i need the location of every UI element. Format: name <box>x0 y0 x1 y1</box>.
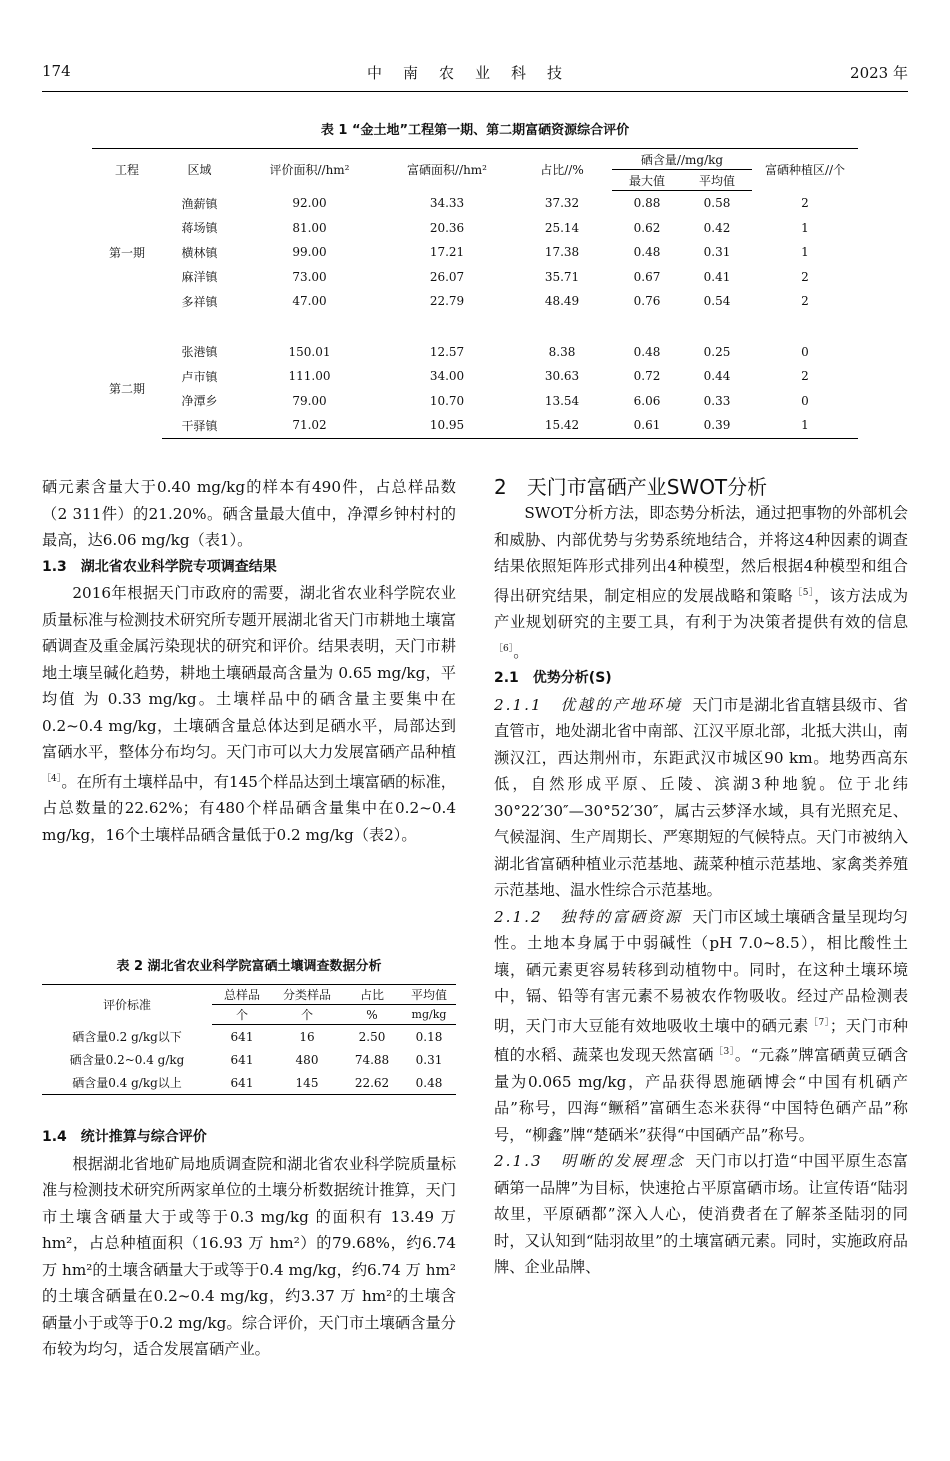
left-column-lower <box>42 1124 456 1363</box>
table-cell: 30.63 <box>544 369 580 384</box>
right-column <box>494 474 908 1281</box>
table-cell: 0.48 <box>402 1071 456 1095</box>
table-cell: 0.25 <box>703 344 731 359</box>
paragraph-1-4: 根据湖北省地矿局地质调查院和湖北省农业科学院质量标准与检测技术研究所两家单位的土壤分析数据统计推算，天门市土壤含硒量大于或等于0.3 mg/kg 的面积有 13.49 万 hm²，占总种植面积（16.93 万 hm²）的79.68%，约6.74 万 hm²的土壤含硒量大于或等于0.4 mg/kg，约6.74 万 hm²的土壤含硒量在0.2~0.4 mg/kg，约3.37 万 hm²的土壤含硒量小于或等于0.2 mg/kg。综合评价，天门市土壤硒含量分布较为均匀，适合发展富硒产业。 <box>42 1154 456 1358</box>
table1-header-se-content: 硒含量//mg/kg <box>612 149 752 170</box>
table-cell: 37.32 <box>544 196 580 210</box>
table-cell: 47.00 <box>292 294 327 309</box>
paragraph-2-1-2 <box>494 904 908 1149</box>
table-spacer-row <box>92 314 858 340</box>
table-cell: 0.62 <box>633 220 661 235</box>
publication-year: 2023 年 <box>850 64 908 82</box>
table-cell: 硒含量0.2~0.4 g/kg <box>69 1053 185 1067</box>
paragraph-intro: 硒元素含量大于0.40 mg/kg的样本有490件，占总样品数（2 311件）的21.20%。硒含量最大值中，净潭乡钟村村的最高，达6.06 mg/kg（表1）。 <box>42 478 456 549</box>
citation-6[interactable]: ［6］ <box>494 643 514 654</box>
table-cell: 10.70 <box>429 393 465 408</box>
table1-caption: 表 1 “金土地”工程第一期、第二期富硒资源综合评价 <box>320 123 630 138</box>
table-row <box>92 216 858 241</box>
table2-unit-ratio: % <box>342 1005 402 1025</box>
table-cell: 6.06 <box>633 393 661 408</box>
table1-header-ratio: 占比//% <box>512 149 612 191</box>
table-cell: 71.02 <box>237 413 382 438</box>
table-row <box>92 191 858 216</box>
table-cell: 20.36 <box>429 220 465 235</box>
table-row <box>42 1071 456 1095</box>
table-cell: 17.21 <box>429 245 465 260</box>
table2-header-ratio: 占比 <box>342 985 402 1005</box>
paragraph-1-3 <box>42 580 456 848</box>
table2-unit-avg: mg/kg <box>402 1005 456 1025</box>
paragraph-2-text: SWOT分析方法，即态势分析法，通过把事物的外部机会和威胁、内部优势与劣势系统地结合，并将这4种因素的调查结果依照矩阵形式排列出4种模型，然后根据4种模型和组合得出研究结果，制定相应的发展战略和策略 <box>494 504 908 605</box>
table-cell: 0.58 <box>703 196 731 211</box>
section-heading-2: 2 天门市富硒产业SWOT分析 <box>494 475 768 499</box>
table2-header-class: 分类样品 <box>272 985 342 1005</box>
subsection-heading-2-1-2: 2.1.2 独特的富硒资源 <box>494 907 683 926</box>
table-cell: 0.72 <box>633 369 661 384</box>
table-row <box>92 289 858 314</box>
table-cell: 2 <box>801 269 809 284</box>
table2-caption: 表 2 湖北省农业科学院富硒土壤调查数据分析 <box>116 959 382 974</box>
paragraph-2 <box>494 500 908 665</box>
subsection-heading-2-1-3: 2.1.3 明晰的发展理念 <box>494 1152 686 1171</box>
table-cell: 16 <box>299 1029 315 1044</box>
table1-header-project: 工程 <box>92 149 162 191</box>
table2-unit-total: 个 <box>212 1005 272 1025</box>
table-cell: 15.42 <box>512 413 612 438</box>
table-cell: 22.79 <box>429 294 465 309</box>
table-cell: 641 <box>230 1052 254 1067</box>
paragraph-2-1-3-text: 天门市以打造“中国平原生态富硒第一品牌”为目标，快速抢占平原富硒市场。让宣传语“陆羽故里，平原硒都”深入人心，使消费者在了解茶圣陆羽的同时，又认知到“陆羽故里”的土壤富硒元素。同时，实施政府品牌、企业品牌、 <box>494 1152 908 1277</box>
table2-header-standard: 评价标准 <box>42 985 212 1025</box>
table-cell: 35.71 <box>544 269 580 284</box>
table-cell: 0.61 <box>612 413 682 438</box>
table-cell: 34.33 <box>429 196 465 210</box>
table-cell: 73.00 <box>292 269 327 284</box>
table-cell: 81.00 <box>292 220 327 235</box>
table-cell: 17.38 <box>544 245 580 260</box>
table-cell: 0.41 <box>703 269 731 284</box>
table-cell: 卢市镇 <box>181 369 218 384</box>
table-cell: 0.54 <box>703 294 731 309</box>
table-cell: 麻洋镇 <box>181 270 218 285</box>
table1-header-zones: 富硒种植区//个 <box>752 149 858 191</box>
table-cell: 2 <box>801 294 809 309</box>
table-cell: 480 <box>295 1052 319 1067</box>
subsection-heading-2-1-1: 2.1.1 优越的产地环境 <box>494 695 683 714</box>
table-cell: 0.76 <box>633 294 661 309</box>
table2-header-total: 总样品 <box>212 985 272 1005</box>
table-cell: 12.57 <box>429 344 465 359</box>
table1-phase2-label: 第二期 <box>108 382 145 397</box>
table-cell: 48.49 <box>544 294 580 309</box>
running-header <box>42 62 908 84</box>
table2-unit-class: 个 <box>272 1005 342 1025</box>
table-cell: 横林镇 <box>181 245 218 260</box>
table-row <box>42 1048 456 1071</box>
table-cell: 0.88 <box>633 196 661 211</box>
table-cell: 34.00 <box>429 369 465 384</box>
paragraph-2-text-c: 。 <box>513 642 529 661</box>
table1 <box>92 148 858 439</box>
table-row <box>92 340 858 365</box>
table1-phase1-label: 第一期 <box>108 245 145 260</box>
page-number: 174 <box>42 62 71 80</box>
table-cell: 张港镇 <box>181 345 218 360</box>
table-cell: 0.31 <box>703 245 731 260</box>
table-cell: 79.00 <box>292 393 327 408</box>
table-cell: 2 <box>801 196 809 210</box>
table-cell: 0.39 <box>682 413 752 438</box>
table-cell: 0.18 <box>415 1029 443 1044</box>
left-column-upper <box>42 474 456 848</box>
table-cell: 0 <box>801 344 809 359</box>
table-cell: 8.38 <box>548 344 576 359</box>
table2-header-avg: 平均值 <box>402 985 456 1005</box>
table-cell: 111.00 <box>288 369 331 384</box>
table-cell: 0.42 <box>703 220 731 235</box>
journal-name: 中南农业科技 <box>366 64 583 82</box>
table1-header-se-area: 富硒面积//hm² <box>382 149 512 191</box>
table1-header-max: 最大值 <box>612 170 682 191</box>
paragraph-1-3-text: 2016年根据天门市政府的需要，湖北省农业科学院农业质量标准与检测技术研究所专题开展湖北省天门市耕地土壤富硒调查及重金属污染现状的研究和评价。结果表明，天门市耕地土壤呈碱化趋势，耕地土壤硒最高含量为 0.65 mg/kg，平均值 为 0.33 mg/kg。土壤样品中的硒含量主要集中在0.2~0.4 mg/kg，土壤硒含量总体达到足硒水平，局部达到富硒水平，整体分布均匀。天门市可以大力发展富硒产品种植 <box>42 584 456 761</box>
table-cell: 硒含量0.2 g/kg以下 <box>72 1029 182 1044</box>
table-cell: 92.00 <box>292 196 327 210</box>
table-cell: 2.50 <box>358 1029 386 1044</box>
table-cell: 硒含量0.4 g/kg以上 <box>42 1071 212 1095</box>
paragraph-2-1-2-text-b: ；天门市种植的水稻、蔬菜也发现天然富硒 <box>494 1016 908 1065</box>
table-cell: 0 <box>801 393 809 408</box>
table-cell: 13.54 <box>544 393 580 408</box>
section-heading-1-4: 1.4 统计推算与综合评价 <box>42 1129 207 1145</box>
paragraph-2-1-1 <box>494 692 908 904</box>
table-cell: 99.00 <box>292 245 327 260</box>
paragraph-2-1-2-text: 天门市区域土壤硒含量呈现均匀性。土地本身属于中弱碱性（pH 7.0~8.5），相比酸性土壤，硒元素更容易转移到动植物中。同时，在这种土壤环境中，镉、铅等有害元素不易被农作物吸收。经过产品检测表明，天门市大豆能有效地吸收土壤中的硒元素 <box>494 907 908 1035</box>
table-row <box>42 1025 456 1049</box>
citation-4[interactable]: ［4］ <box>42 773 62 784</box>
table-cell: 22.62 <box>342 1071 402 1095</box>
table-row <box>92 265 858 290</box>
paragraph-2-1-3 <box>494 1148 908 1281</box>
section-heading-1-3: 1.3 湖北省农业科学院专项调查结果 <box>42 558 277 575</box>
table-cell: 0.31 <box>415 1052 443 1067</box>
table1-header-avg: 平均值 <box>682 170 752 191</box>
table-cell: 1 <box>801 245 809 260</box>
table-row <box>92 413 858 438</box>
table-cell: 干驿镇 <box>162 413 237 438</box>
table-cell: 蒋场镇 <box>181 221 218 236</box>
table-cell: 641 <box>212 1071 272 1095</box>
table-cell: 74.88 <box>354 1052 390 1067</box>
table-cell: 641 <box>230 1029 254 1044</box>
table2 <box>42 984 456 1095</box>
citation-5[interactable]: ［5］ <box>793 587 815 598</box>
table-cell: 渔薪镇 <box>181 196 218 211</box>
table-row <box>92 240 858 265</box>
table-cell: 1 <box>752 413 858 438</box>
table-cell: 145 <box>272 1071 342 1095</box>
table-cell: 0.48 <box>633 245 661 260</box>
table-row <box>92 364 858 389</box>
table-cell: 10.95 <box>382 413 512 438</box>
table-cell: 0.33 <box>703 393 731 408</box>
paragraph-2-1-2-text-c: 。“元淼”牌富硒黄豆硒含量为0.065 mg/kg，产品获得恩施硒博会“中国有机硒产品”称号，四海“鳜稻”富硒生态米获得“中国特色硒产品”称号，“柳鑫”牌“楚硒米”获得“中国硒产品”称号。 <box>494 1046 909 1144</box>
table-cell: 多祥镇 <box>181 294 218 309</box>
table-cell: 150.01 <box>288 344 331 359</box>
table-cell: 25.14 <box>544 220 580 235</box>
table-cell: 净潭乡 <box>181 394 218 409</box>
table1-header-region: 区域 <box>162 149 237 191</box>
section-heading-2-1: 2.1 优势分析(S) <box>494 670 612 687</box>
citation-7[interactable]: ［7］ <box>808 1017 830 1028</box>
citation-3[interactable]: ［3］ <box>714 1047 735 1058</box>
table-row <box>92 389 858 414</box>
table-cell: 26.07 <box>429 269 465 284</box>
paragraph-1-3-text-b: 。在所有土壤样品中，有145个样品达到土壤富硒的标准，占总数量的22.62%；有480个样品硒含量集中在0.2~0.4 mg/kg，16个土壤样品硒含量低于0.2 mg/kg（表2）。 <box>42 772 456 844</box>
table-cell: 0.67 <box>633 269 661 284</box>
header-rule <box>42 91 908 92</box>
table-cell: 2 <box>801 369 809 384</box>
table1-header-eval-area: 评价面积//hm² <box>237 149 382 191</box>
table-cell: 0.48 <box>633 344 661 359</box>
paragraph-2-text-b: ，该方法成为产业规划研究的主要工具，有利于为决策者提供有效的信息 <box>494 586 909 632</box>
table-cell: 1 <box>801 220 809 235</box>
paragraph-2-1-1-text: 天门市是湖北省直辖县级市、省直管市，地处湖北省中南部、江汉平原北部，北抵大洪山，南濒汉江，西达荆州市，东距武汉市城区90 km。地势西高东低，自然形成平原、丘陵、滨湖3种地貌。位于北纬30°22′30″—30°52′30″，属古云梦泽水域，具有光照充足、气候湿润、生产周期长、严寒期短的气候特点。天门市被纳入湖北省富硒种植业示范基地、蔬菜种植示范基地、家禽类养殖示范基地、温水性综合示范基地。 <box>494 695 908 900</box>
table-cell: 0.44 <box>703 369 731 384</box>
